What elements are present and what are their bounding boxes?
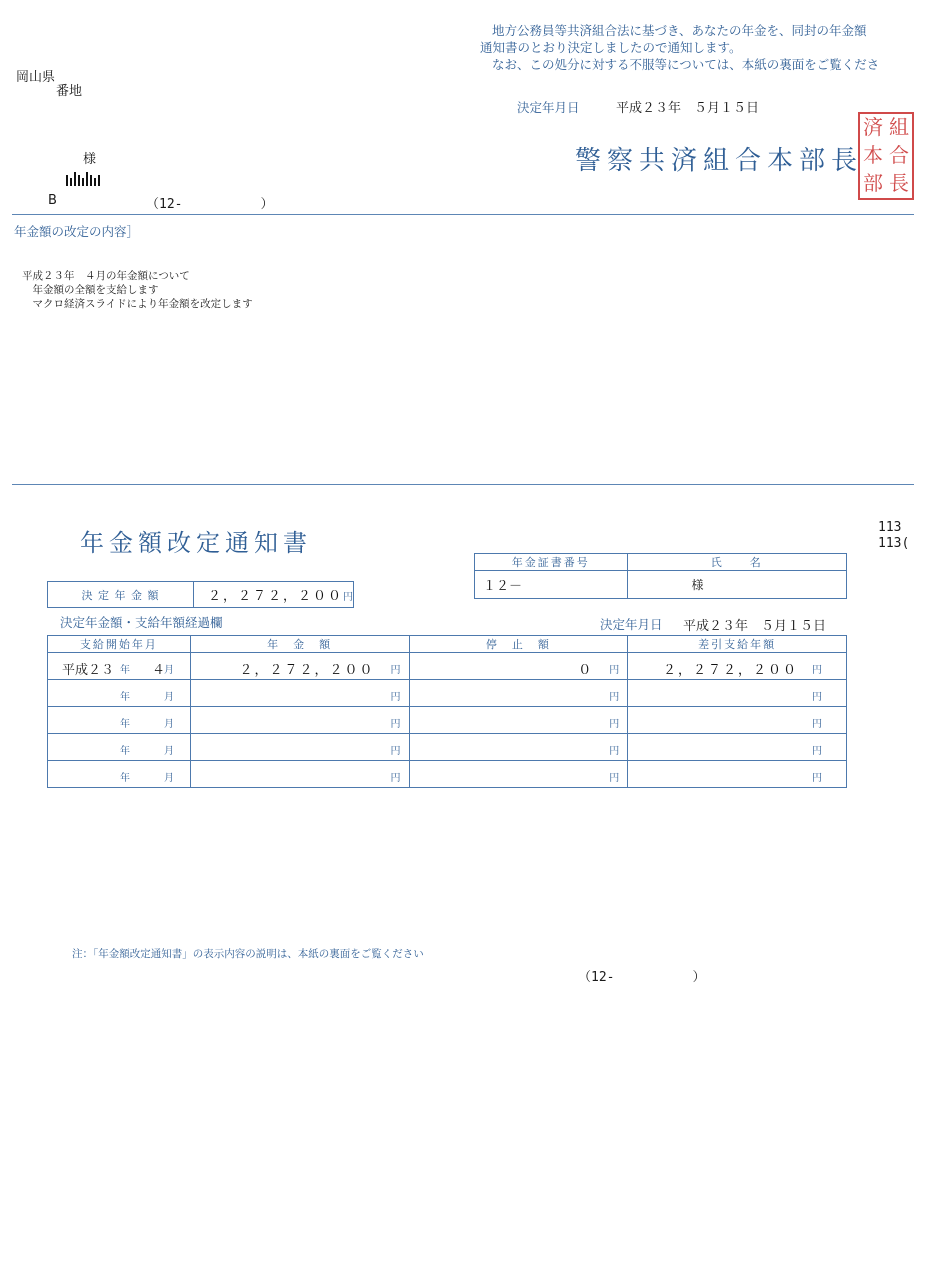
- intro-line-2: 通知書のとおり決定しましたので通知します。: [480, 40, 742, 55]
- code-prefix: B: [48, 193, 57, 208]
- nen-unit: 年: [120, 665, 130, 676]
- seal-char: 長: [889, 171, 909, 195]
- yen-unit: 円: [812, 692, 822, 703]
- divider-middle: [12, 484, 914, 485]
- cert-number-header: 年金証書番号: [475, 554, 628, 571]
- revision-line: マクロ経済スライドにより年金額を改定します: [22, 298, 253, 310]
- issuer-name: 警察共済組合本部長: [575, 146, 864, 176]
- yen-unit: 円: [609, 665, 620, 676]
- notice-title: 年金額改定通知書: [80, 529, 312, 557]
- yen-unit: 円: [812, 665, 822, 676]
- row-stop: ０: [578, 663, 594, 678]
- table-row: [48, 734, 847, 761]
- table-row: [48, 707, 847, 734]
- nen-unit: 年: [120, 692, 130, 703]
- yen-unit: 円: [390, 719, 401, 730]
- history-label: 決定年金額・支給年額経過欄: [60, 615, 223, 630]
- revision-line: 年金額の全額を支給します: [22, 284, 159, 296]
- intro-line-3: なお、この処分に対する不服等については、本紙の裏面をご覧くださ: [492, 57, 880, 72]
- decision-date-value: 平成２３年 ５月１５日: [616, 101, 760, 116]
- cert-number-value: １２－: [475, 571, 628, 599]
- header-net: 差引支給年額: [628, 636, 847, 653]
- yen-unit: 円: [812, 773, 822, 784]
- revision-heading: 年金額の改定の内容］: [14, 224, 140, 239]
- seal-char: 組: [889, 115, 909, 139]
- notice-decision-label: 決定年月日: [600, 617, 663, 632]
- decided-amount-label: 決 定 年 金 額: [48, 582, 194, 608]
- member-code: （12- ）: [146, 197, 274, 212]
- header-pension: 年 金 額: [190, 636, 409, 653]
- tsuki-unit: 月: [164, 665, 174, 676]
- row-era: 平成２３: [62, 663, 115, 678]
- notice-decision-value: 平成２３年 ５月１５日: [683, 619, 827, 634]
- yen-unit: 円: [609, 746, 620, 757]
- seal-char: 本: [863, 143, 883, 167]
- yen-unit: 円: [390, 692, 401, 703]
- side-code-2: 113(: [878, 536, 910, 551]
- tsuki-unit: 月: [164, 746, 174, 757]
- yen-unit: 円: [609, 692, 620, 703]
- yen-unit: 円: [609, 773, 620, 784]
- decision-date-label: 決定年月日: [517, 100, 580, 115]
- address-banchi: 番地: [56, 84, 83, 99]
- address-prefecture: 岡山県: [16, 70, 56, 85]
- row-month: ４: [152, 663, 166, 678]
- table-row: [48, 653, 847, 680]
- side-code-1: 113: [878, 520, 902, 535]
- yen-unit: 円: [390, 665, 401, 676]
- yen-unit: 円: [609, 719, 620, 730]
- yen-unit: 円: [390, 746, 401, 757]
- seal-char: 部: [863, 171, 883, 195]
- row-net: ２，２７２，２００: [662, 663, 798, 678]
- yen-unit: 円: [390, 773, 401, 784]
- yen-unit: 円: [343, 592, 354, 603]
- barcode-icon: [66, 172, 100, 186]
- tsuki-unit: 月: [164, 773, 174, 784]
- nen-unit: 年: [120, 773, 130, 784]
- yen-unit: 円: [812, 746, 822, 757]
- header-stop: 停 止 額: [409, 636, 628, 653]
- name-header: 氏 名: [627, 554, 846, 571]
- seal-char: 合: [889, 143, 909, 167]
- nen-unit: 年: [120, 746, 130, 757]
- table-row: [48, 680, 847, 707]
- decided-amount-value: ２，２７２，２００: [208, 589, 344, 604]
- tsuki-unit: 月: [164, 692, 174, 703]
- divider-top: [12, 214, 914, 215]
- table-row: [48, 761, 847, 788]
- decided-amount-box: [47, 581, 354, 608]
- row-pension: ２，２７２，２００: [239, 663, 375, 678]
- certificate-table: [474, 553, 847, 599]
- addressee-sama: 様: [83, 152, 97, 167]
- seal-char: 済: [863, 115, 883, 139]
- header-start-month: 支給開始年月: [48, 636, 191, 653]
- history-table: [47, 635, 847, 788]
- official-seal: [858, 112, 914, 200]
- yen-unit: 円: [812, 719, 822, 730]
- tsuki-unit: 月: [164, 719, 174, 730]
- revision-line: 平成２３年 ４月の年金額について: [22, 270, 190, 282]
- name-value: 様: [627, 571, 846, 599]
- intro-line-1: 地方公務員等共済組合法に基づき、あなたの年金を、同封の年金額: [492, 23, 867, 38]
- nen-unit: 年: [120, 719, 130, 730]
- footer-note: 注：「年金額改定通知書」の表示内容の説明は、本紙の裏面をご覧ください: [72, 948, 424, 960]
- footer-code: （12- ）: [578, 970, 706, 985]
